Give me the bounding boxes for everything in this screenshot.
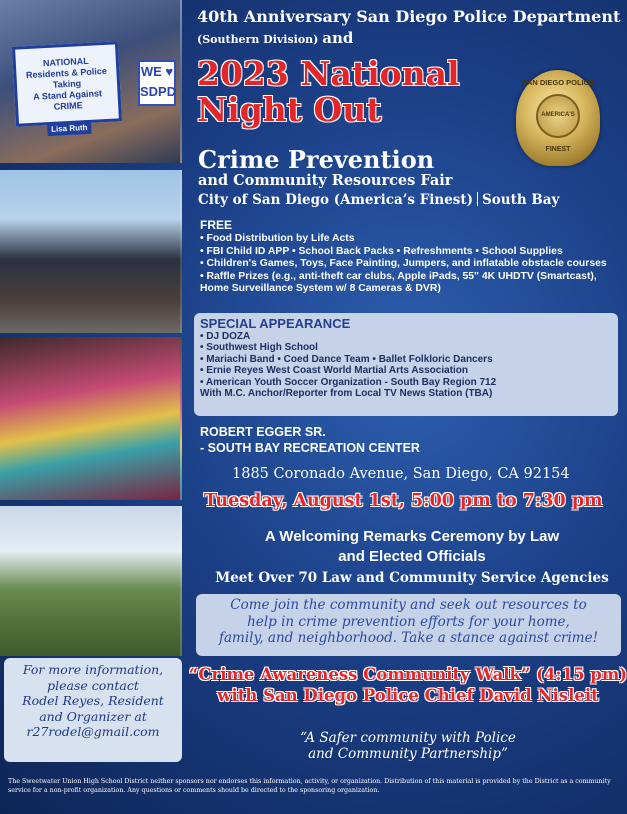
sign-text-1: NATIONAL (42, 55, 89, 69)
venue-address: 1885 Coronado Avenue, San Diego, CA 92154 (232, 466, 570, 482)
subtitle-2: and Community Resources Fair (198, 172, 453, 189)
join-message-box: Come join the community and seek out resources to help in crime prevention efforts for your home, family, and neighborhood. Take a stance against crime! (196, 594, 621, 656)
photo-parade-sign (0, 0, 182, 163)
badge-top-text: SAN DIEGO POLICE (521, 78, 595, 87)
slogan-quote: “A Safer community with Police and Community Partnership” (300, 730, 516, 762)
special-item: • Mariachi Band • Coed Dance Team • Ballet Folkloric Dancers (200, 353, 493, 365)
special-heading: SPECIAL APPEARANCE (200, 316, 351, 331)
event-title-line1: 2023 National (197, 54, 460, 93)
parade-sign (12, 41, 122, 134)
special-appearance-box (194, 313, 618, 416)
anniversary-heading: 40th Anniversary San Diego Police Department (197, 7, 621, 26)
photo-officers-with-kids (0, 170, 182, 333)
event-title (197, 56, 460, 128)
we-love-sdpd-sign (138, 60, 176, 106)
free-list (200, 233, 607, 296)
venue-line1: ROBERT EGGER SR. (200, 425, 326, 439)
badge-bottom-text: FINEST (545, 146, 571, 153)
divider (477, 192, 478, 206)
division-line (197, 29, 353, 47)
special-item: With M.C. Anchor/Reporter from Local TV News Station (TBA) (200, 388, 493, 400)
photo-folklorico-dancers (0, 337, 182, 500)
special-item: • Southwest High School (200, 342, 318, 354)
and-text: and (322, 29, 354, 47)
ceremony-line2: and Elected Officials (338, 548, 486, 565)
special-item: • DJ DOZA (200, 331, 251, 342)
sign-name: Lisa Ruth (47, 121, 92, 136)
sdpd-text: SDPD (140, 84, 177, 99)
we-love-text: WE ♥ (140, 64, 174, 79)
free-item: • FBI Child ID APP • School Back Packs • Refreshments • School Supplies (200, 245, 563, 257)
venue-name (200, 424, 420, 456)
free-item: • Children's Games, Toys, Face Painting, Jumpers, and inflatable obstacle courses (200, 258, 607, 269)
event-date: Tuesday, August 1st, 5:00 pm to 7:30 pm (204, 491, 603, 511)
subtitle: Crime Prevention (198, 145, 435, 174)
free-heading: FREE (200, 218, 233, 232)
ceremony-heading (196, 527, 627, 567)
disclaimer-text: The Sweetwater Union High School District neither sponsors nor endorses this information, activity, or organization. Distribution of this material is provided by the District as a community service for a non-profit organization. Any questions or comments should be directed to the sponsoring organization. (8, 778, 611, 794)
special-item: • American Youth Soccer Organization - South Bay Region 712 (200, 376, 497, 388)
sign-text-2: Residents & Police Taking (25, 65, 108, 90)
special-item: • Ernie Reyes West Coast World Martial Arts Association (200, 365, 469, 377)
venue-line2: - SOUTH BAY RECREATION CENTER (200, 441, 420, 455)
agencies-line: Meet Over 70 Law and Community Service Agencies (215, 570, 609, 586)
free-item: • Food Distribution by Life Acts (200, 233, 355, 244)
free-item: • Raffle Prizes (e.g., anti-theft car clubs, Apple iPads, 55" 4K UHDTV (Smartcast), (200, 270, 597, 282)
ceremony-line1: A Welcoming Remarks Ceremony by Law (264, 528, 560, 545)
event-title-line2: Night Out (197, 90, 382, 129)
contact-info-box: For more information, please contact Rodel Reyes, Resident and Organizer at r27rodel@gmail.com (4, 658, 182, 762)
badge-mid-text: AMERICA'S (541, 112, 575, 118)
free-item: Home Surveillance System w/ 8 Cameras & DVR) (200, 283, 441, 294)
region-text: South Bay (482, 192, 560, 208)
police-badge-icon (516, 70, 600, 166)
division-text: (Southern Division) (197, 33, 319, 46)
photo-field-dancers (0, 506, 182, 656)
city-text: City of San Diego (America’s Finest) (198, 192, 474, 208)
sign-text-3: A Stand Against CRIME (32, 88, 103, 112)
city-line (198, 192, 559, 208)
community-walk-heading: “Crime Awareness Community Walk” (4:15 pm) with San Diego Police Chief David Nisleit (188, 665, 627, 705)
